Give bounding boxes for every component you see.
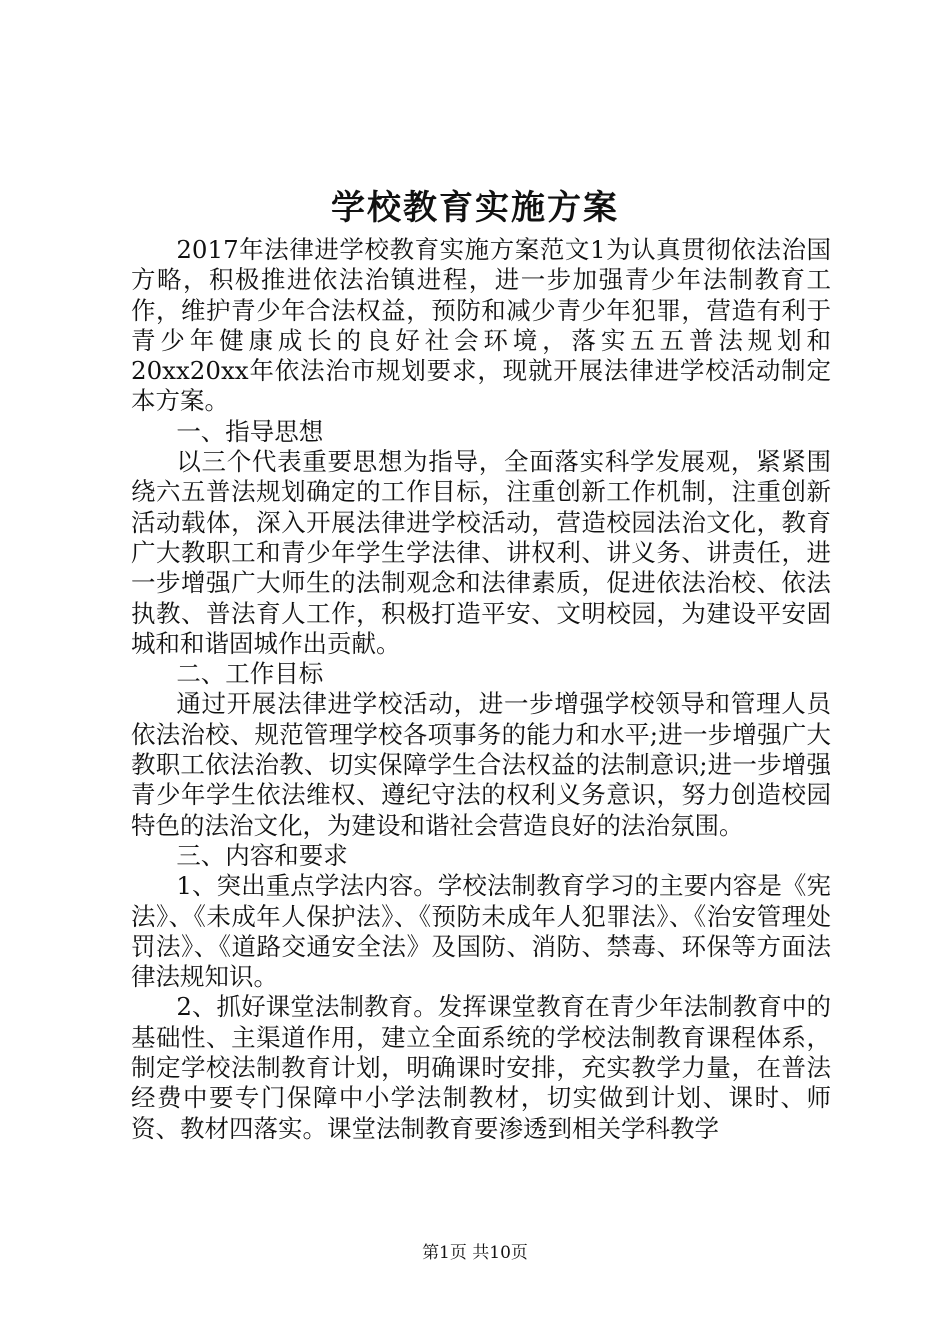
document-title: 学校教育实施方案 (331, 188, 619, 228)
guiding-ideology-paragraph: 以三个代表重要思想为指导，全面落实科学发展观，紧紧围绕六五普法规划确定的工作目标，注重创新工作机制，注重创新活动载体，深入开展法律进学校活动，营造校园法治文化，教育广大教职工和青少年学生学法律、讲权利、讲义务、讲责任，进一步增强广大师生的法制观念和法律素质，促进依法治校、依法执教、普法育人工作，积极打造平安、文明校园，为建设平安固城和和谐固城作出贡献。 (131, 447, 831, 658)
document-body (131, 235, 831, 1144)
work-goals-paragraph: 通过开展法律进学校活动，进一步增强学校领导和管理人员依法治校、规范管理学校各项事务的能力和水平;进一步增强广大教职工依法治教、切实保障学生合法权益的法制意识;进一步增强青少年学生依法维权、遵纪守法的权利义务意识，努力创造校园特色的法治文化，为建设和谐社会营造良好的法治氛围。 (131, 689, 831, 840)
page-number-footer: 第1页 共10页 (422, 1243, 528, 1263)
content-item-1-paragraph: 1、突出重点学法内容。学校法制教育学习的主要内容是《宪法》、《未成年人保护法》、《预防未成年人犯罪法》、《治安管理处罚法》、《道路交通安全法》及国防、消防、禁毒、环保等方面法律法规知识。 (131, 871, 831, 992)
content-item-2-paragraph: 2、抓好课堂法制教育。发挥课堂教育在青少年法制教育中的基础性、主渠道作用，建立全面系统的学校法制教育课程体系，制定学校法制教育计划，明确课时安排，充实教学力量，在普法经费中要专门保障中小学法制教材，切实做到计划、课时、师资、教材四落实。课堂法制教育要渗透到相关学科教学 (131, 992, 831, 1143)
section-heading-guiding-ideology: 一、指导思想 (176, 416, 324, 446)
section-heading-work-goals: 二、工作目标 (176, 659, 324, 689)
intro-paragraph: 2017年法律进学校教育实施方案范文1为认真贯彻依法治国方略，积极推进依法治镇进程，进一步加强青少年法制教育工作，维护青少年合法权益，预防和减少青少年犯罪，营造有利于青少年健康成长的良好社会环境，落实五五普法规划和20xx20xx年依法治市规划要求，现就开展法律进学校活动制定本方案。 (131, 235, 831, 416)
section-heading-content-requirements: 三、内容和要求 (176, 840, 348, 870)
